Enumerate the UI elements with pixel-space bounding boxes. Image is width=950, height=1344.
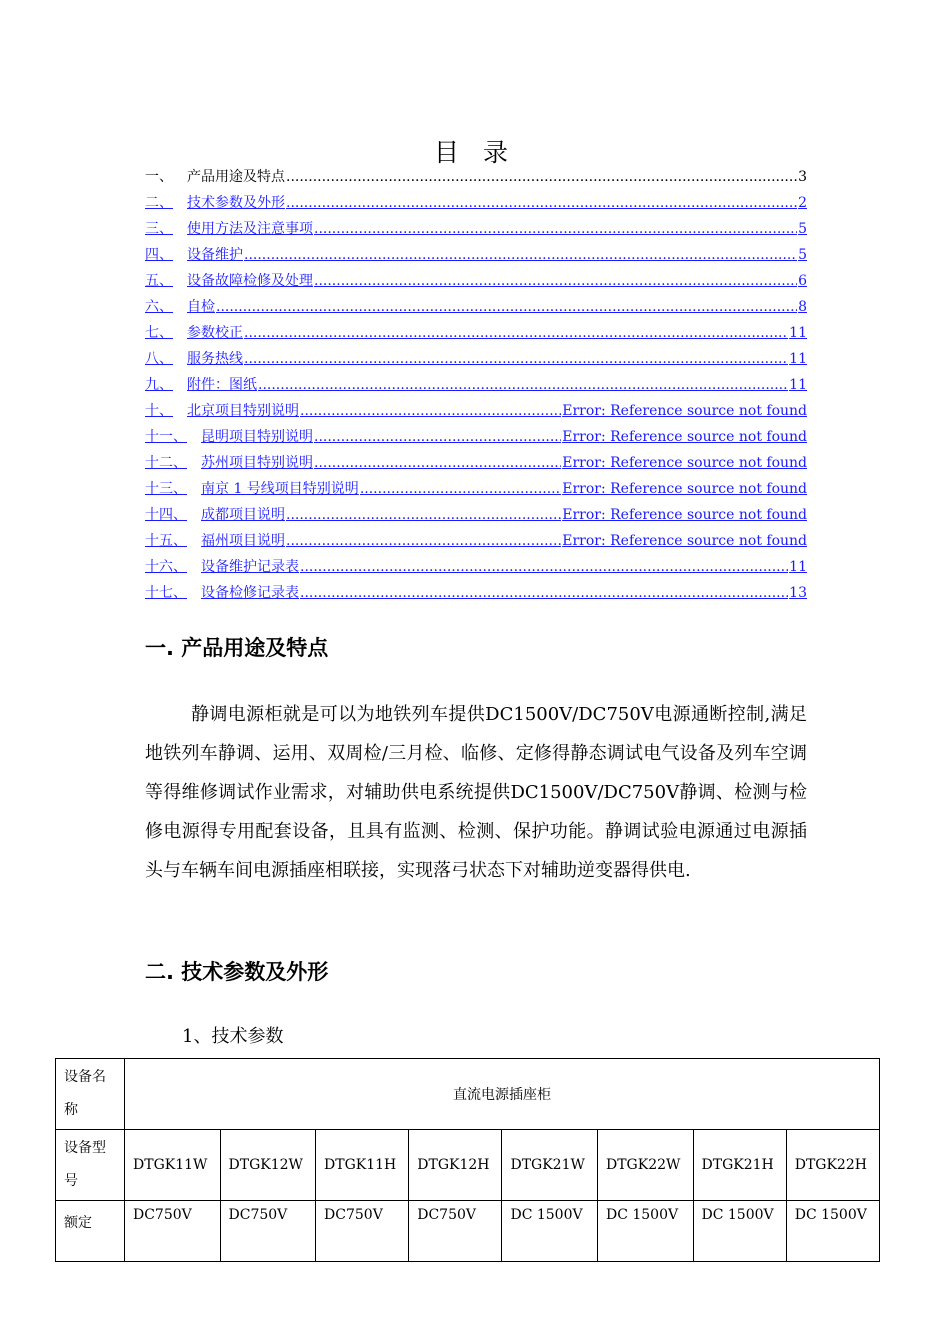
toc-entry-text: 南京 1 号线项目特别说明 bbox=[201, 481, 359, 497]
toc-entry-page: Error: Reference source not found bbox=[562, 507, 807, 523]
toc-entry[interactable] bbox=[145, 452, 807, 478]
section-1-heading: 一. 产品用途及特点 bbox=[145, 636, 329, 660]
toc-entry-number: 十四、 bbox=[145, 507, 187, 523]
toc-entry-text: 成都项目说明 bbox=[201, 507, 285, 523]
rating-cell: DC750V bbox=[409, 1201, 502, 1262]
toc-entry-text: 设备维护 bbox=[187, 247, 243, 263]
toc-entry-number: 十五、 bbox=[145, 533, 187, 549]
device-model-label: 设备型号 bbox=[56, 1130, 125, 1201]
table-row bbox=[56, 1201, 880, 1262]
toc-entry-page: 5 bbox=[798, 247, 807, 263]
toc-entry-page: 2 bbox=[798, 195, 807, 211]
rating-cell: DC 1500V bbox=[502, 1201, 598, 1262]
toc-entry-number: 十三、 bbox=[145, 481, 187, 497]
toc-entry-number: 十六、 bbox=[145, 559, 187, 575]
toc-entry-leader bbox=[314, 273, 797, 289]
toc-entry-text: 苏州项目特别说明 bbox=[201, 455, 313, 471]
table-of-contents bbox=[145, 166, 807, 608]
toc-entry-text: 服务热线 bbox=[187, 351, 243, 367]
toc-entry-page: Error: Reference source not found bbox=[562, 481, 807, 497]
model-cell: DTGK12H bbox=[409, 1130, 502, 1201]
model-cell: DTGK21H bbox=[693, 1130, 786, 1201]
toc-entry[interactable] bbox=[145, 244, 807, 270]
toc-entry-leader bbox=[300, 559, 788, 575]
toc-entry-leader bbox=[300, 403, 561, 419]
toc-entry[interactable] bbox=[145, 582, 807, 608]
toc-entry-text: 附件：图纸 bbox=[187, 377, 257, 393]
rating-cell: DC750V bbox=[125, 1201, 221, 1262]
toc-entry-leader bbox=[286, 169, 797, 185]
toc-entry-page: 13 bbox=[789, 585, 807, 601]
toc-entry-leader bbox=[360, 481, 561, 497]
toc-entry-page: Error: Reference source not found bbox=[562, 429, 807, 445]
toc-entry-page: 8 bbox=[798, 299, 807, 315]
rating-cell: DC 1500V bbox=[786, 1201, 879, 1262]
toc-entry-number: 六、 bbox=[145, 299, 173, 315]
toc-entry-leader bbox=[258, 377, 788, 393]
toc-entry[interactable] bbox=[145, 556, 807, 582]
table-row bbox=[56, 1059, 880, 1130]
toc-entry[interactable] bbox=[145, 218, 807, 244]
toc-entry-leader bbox=[314, 221, 797, 237]
toc-entry-text: 昆明项目特别说明 bbox=[201, 429, 313, 445]
toc-entry[interactable] bbox=[145, 478, 807, 504]
toc-entry[interactable] bbox=[145, 426, 807, 452]
toc-entry-text: 参数校正 bbox=[187, 325, 243, 341]
rating-cell: DC 1500V bbox=[693, 1201, 786, 1262]
toc-entry[interactable] bbox=[145, 322, 807, 348]
toc-entry bbox=[145, 166, 807, 192]
model-cell: DTGK21W bbox=[502, 1130, 598, 1201]
toc-entry-leader bbox=[286, 533, 561, 549]
model-cell: DTGK11W bbox=[125, 1130, 221, 1201]
toc-entry-leader bbox=[300, 585, 788, 601]
model-cell: DTGK11H bbox=[316, 1130, 409, 1201]
toc-entry-number: 七、 bbox=[145, 325, 173, 341]
toc-entry-text: 福州项目说明 bbox=[201, 533, 285, 549]
section-1-paragraph: 静调电源柜就是可以为地铁列车提供DC1500V/DC750V电源通断控制,满足地铁列车静调、运用、双周检/三月检、临修、定修得静态调试电气设备及列车空调等得维修调试作业需求，对辅助供电系统提供DC1500V/DC750V静调、检测与检修电源得专用配套设备，且具有监测、检测、保护功能。静调试验电源通过电源插头与车辆车间电源插座相联接，实现落弓状态下对辅助逆变器得供电. bbox=[145, 704, 807, 881]
technical-params-subheading: 1、技术参数 bbox=[182, 1026, 284, 1047]
toc-entry-number: 三、 bbox=[145, 221, 173, 237]
toc-entry-number: 二、 bbox=[145, 195, 173, 211]
toc-entry-page: 11 bbox=[789, 377, 807, 393]
toc-entry-text: 使用方法及注意事项 bbox=[187, 221, 313, 237]
toc-entry-leader bbox=[244, 351, 788, 367]
rating-cell: DC750V bbox=[220, 1201, 316, 1262]
toc-entry-number: 十二、 bbox=[145, 455, 187, 471]
toc-entry[interactable] bbox=[145, 374, 807, 400]
toc-entry-number: 五、 bbox=[145, 273, 173, 289]
toc-entry-leader bbox=[314, 429, 561, 445]
toc-entry-text: 北京项目特别说明 bbox=[187, 403, 299, 419]
toc-entry-text: 设备故障检修及处理 bbox=[187, 273, 313, 289]
model-cell: DTGK12W bbox=[220, 1130, 316, 1201]
toc-entry-page: 5 bbox=[798, 221, 807, 237]
section-2-heading: 二. 技术参数及外形 bbox=[145, 960, 329, 984]
rating-cell: DC 1500V bbox=[597, 1201, 693, 1262]
toc-entry-leader bbox=[244, 247, 797, 263]
table-row bbox=[56, 1130, 880, 1201]
toc-entry-text: 技术参数及外形 bbox=[187, 195, 285, 211]
toc-entry-page: 11 bbox=[789, 559, 807, 575]
toc-entry-number: 十一、 bbox=[145, 429, 187, 445]
toc-entry-leader bbox=[314, 455, 561, 471]
toc-entry[interactable] bbox=[145, 296, 807, 322]
toc-entry-page: 11 bbox=[789, 325, 807, 341]
model-cell: DTGK22W bbox=[597, 1130, 693, 1201]
toc-entry-text: 设备维护记录表 bbox=[201, 559, 299, 575]
toc-entry-text: 产品用途及特点 bbox=[187, 169, 285, 185]
toc-title: 目 录 bbox=[434, 138, 516, 167]
toc-entry-page: Error: Reference source not found bbox=[562, 403, 807, 419]
toc-entry-number: 十七、 bbox=[145, 585, 187, 601]
toc-entry-page: 6 bbox=[798, 273, 807, 289]
toc-entry-number: 八、 bbox=[145, 351, 173, 367]
toc-entry[interactable] bbox=[145, 192, 807, 218]
toc-entry[interactable] bbox=[145, 270, 807, 296]
toc-entry-text: 自检 bbox=[187, 299, 215, 315]
device-name-value: 直流电源插座柜 bbox=[125, 1059, 880, 1130]
toc-entry-text: 设备检修记录表 bbox=[201, 585, 299, 601]
toc-entry-page: 11 bbox=[789, 351, 807, 367]
toc-entry[interactable] bbox=[145, 530, 807, 556]
toc-entry-leader bbox=[216, 299, 797, 315]
toc-entry[interactable] bbox=[145, 348, 807, 374]
toc-entry-number: 九、 bbox=[145, 377, 173, 393]
toc-entry-leader bbox=[286, 195, 797, 211]
toc-entry-leader bbox=[244, 325, 788, 341]
toc-entry-page: Error: Reference source not found bbox=[562, 455, 807, 471]
toc-entry[interactable] bbox=[145, 504, 807, 530]
technical-params-table bbox=[55, 1058, 880, 1262]
toc-entry-page: 3 bbox=[798, 169, 807, 185]
model-cell: DTGK22H bbox=[786, 1130, 879, 1201]
toc-entry-number: 一、 bbox=[145, 169, 173, 185]
toc-entry-leader bbox=[286, 507, 561, 523]
toc-entry[interactable] bbox=[145, 400, 807, 426]
toc-entry-number: 十、 bbox=[145, 403, 173, 419]
rating-cell: DC750V bbox=[316, 1201, 409, 1262]
toc-entry-number: 四、 bbox=[145, 247, 173, 263]
toc-entry-page: Error: Reference source not found bbox=[562, 533, 807, 549]
rating-label: 额定 bbox=[56, 1201, 125, 1262]
device-name-label: 设备名称 bbox=[56, 1059, 125, 1130]
